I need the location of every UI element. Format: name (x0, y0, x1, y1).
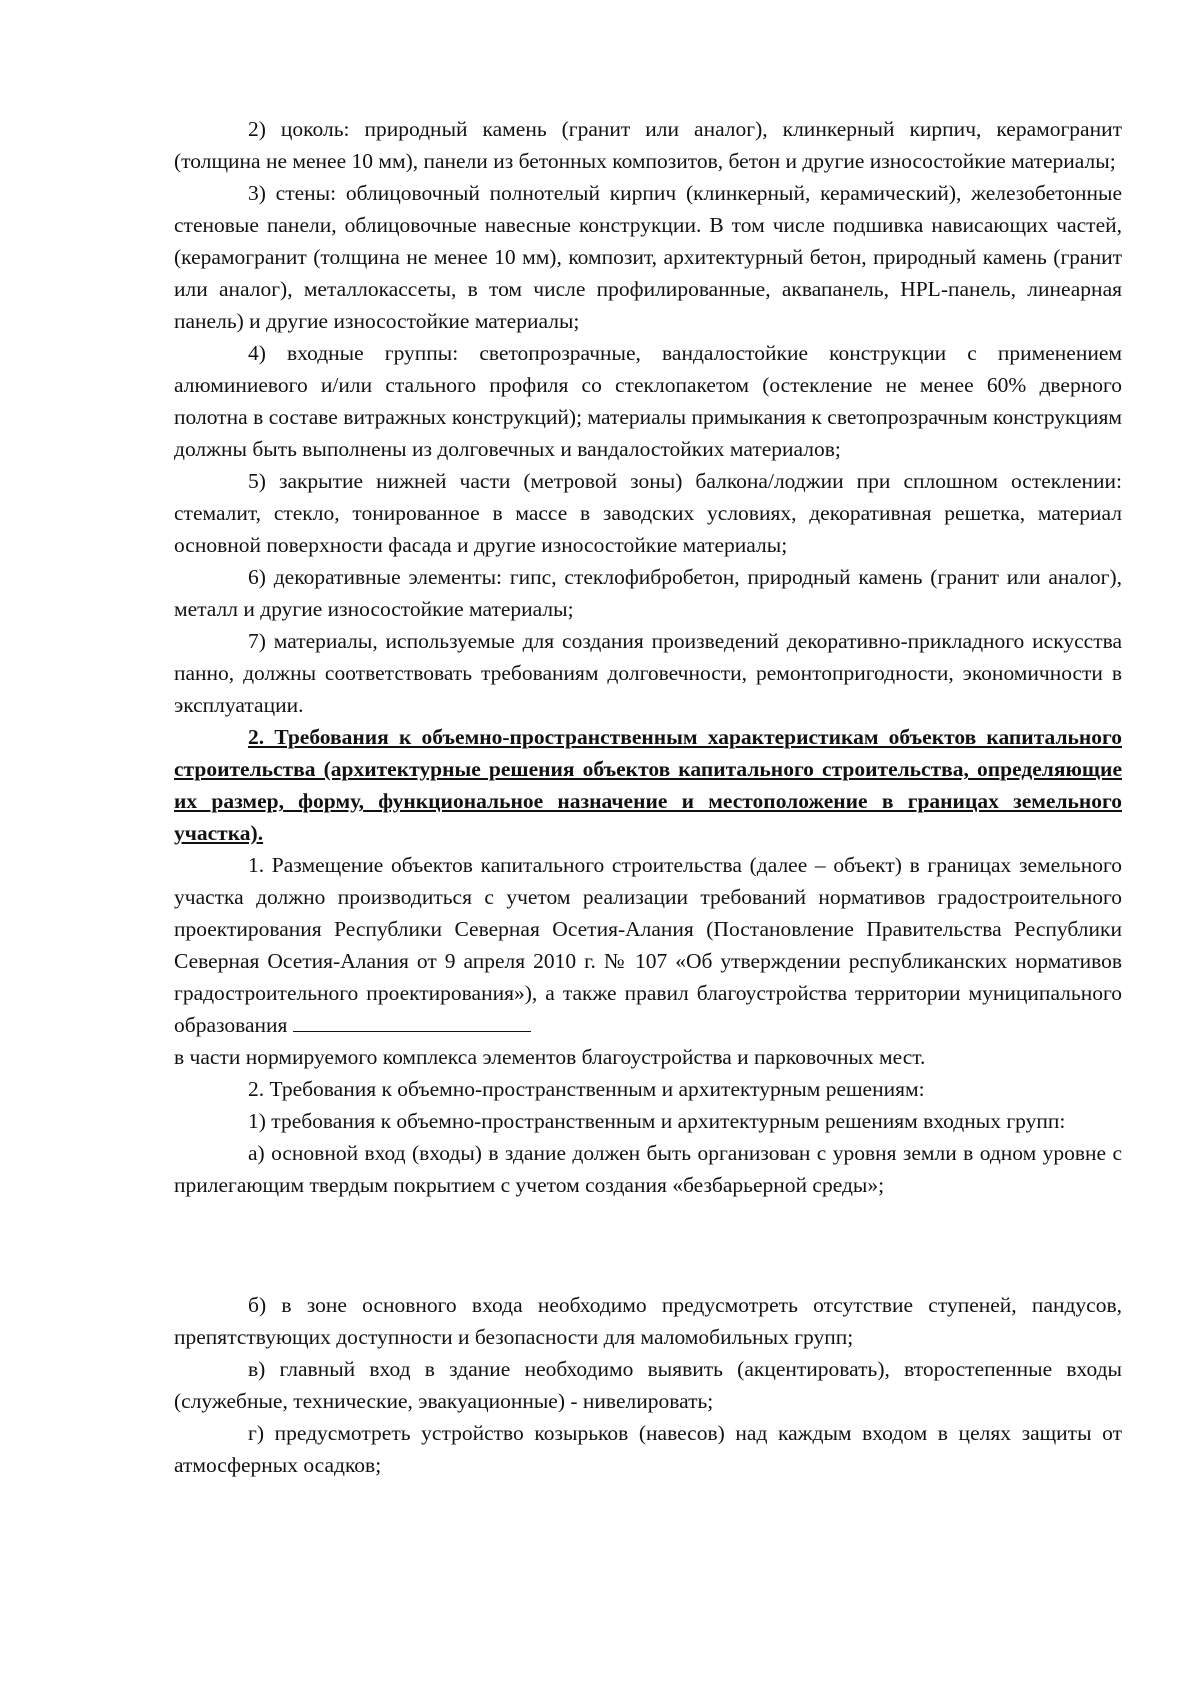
paragraph-decorative-art-materials: 7) материалы, используемые для создания произведений декоративно-прикладного искусства панно, должны соответствовать требованиям долговечности, ремонтопригодности, экономичности в эксплуатации. (174, 629, 1122, 717)
paragraph-decorative-elements: 6) декоративные элементы: гипс, стеклофибробетон, природный камень (гранит или аналог), металл и другие износостойкие материалы; (174, 565, 1122, 621)
blank-fill-line (293, 1009, 531, 1032)
paragraph-canopies: г) предусмотреть устройство козырьков (навесов) над каждым входом в целях защиты от атмосферных осадков; (174, 1421, 1122, 1477)
paragraph-no-steps: б) в зоне основного входа необходимо предусмотреть отсутствие ступеней, пандусов, препятствующих доступности и безопасности для маломобильных групп; (174, 1293, 1122, 1349)
paragraph-placement (174, 849, 1122, 1041)
paragraph-plinth: 2) цоколь: природный камень (гранит или аналог), клинкерный кирпич, керамогранит (толщина не менее 10 мм), панели из бетонных композитов, бетон и другие износостойкие материалы; (174, 117, 1122, 173)
page-gap (174, 1201, 1122, 1289)
paragraph-main-entrance-accent: в) главный вход в здание необходимо выявить (акцентировать), второстепенные входы (служебные, технические, эвакуационные) - нивелировать; (174, 1357, 1122, 1413)
document-page (174, 113, 1122, 1481)
paragraph-balcony-lower-part: 5) закрытие нижней части (метровой зоны) балкона/лоджии при сплошном остеклении: стемалит, стекло, тонированное в массе в заводских условиях, декоративная решетка, материал основной поверхности фасада и другие износостойкие материалы; (174, 469, 1122, 557)
section-heading: 2. Требования к объемно-пространственным характеристикам объектов капитального строительства (архитектурные решения объектов капитального строительства, определяющие их размер, форму, функциональное назначение и местоположение в границах земельного участка). (174, 725, 1122, 845)
paragraph-requirements-intro: 2. Требования к объемно-пространственным и архитектурным решениям: (248, 1077, 925, 1101)
paragraph-walls: 3) стены: облицовочный полнотелый кирпич (клинкерный, керамический), железобетонные стеновые панели, облицовочные навесные конструкции. В том числе подшивка нависающих частей, (керамогранит (толщина не менее 10 мм), композит, архитектурный бетон, природный камень (гранит или аналог), металлокассеты, в том числе профилированные, аквапанель, HPL-панель, линеарная панель) и другие износостойкие материалы; (174, 181, 1122, 333)
placement-text: 1. Размещение объектов капитального строительства (далее – объект) в границах земельного участка должно производиться с учетом реализации требований нормативов градостроительного проектирования Республики Северная Осетия-Алания (Постановление Правительства Республики Северная Осетия-Алания от 9 апреля 2010 г. № 107 «Об утверждении республиканских нормативов градостроительного проектирования»), а также правил благоустройства территории муниципального образования (174, 853, 1122, 1037)
paragraph-placement-tail: в части нормируемого комплекса элементов благоустройства и парковочных мест. (174, 1045, 926, 1069)
paragraph-main-entrance-level: а) основной вход (входы) в здание должен быть организован с уровня земли в одном уровне с прилегающим твердым покрытием с учетом создания «безбарьерной среды»; (174, 1141, 1122, 1197)
paragraph-entrance-groups: 4) входные группы: светопрозрачные, вандалостойкие конструкции с применением алюминиевого и/или стального профиля со стеклопакетом (остекление не менее 60% дверного полотна в составе витражных конструкций); материалы примыкания к светопрозрачным конструкциям должны быть выполнены из долговечных и вандалостойких материалов; (174, 341, 1122, 461)
paragraph-entrance-requirements: 1) требования к объемно-пространственным и архитектурным решениям входных групп: (248, 1109, 1066, 1133)
